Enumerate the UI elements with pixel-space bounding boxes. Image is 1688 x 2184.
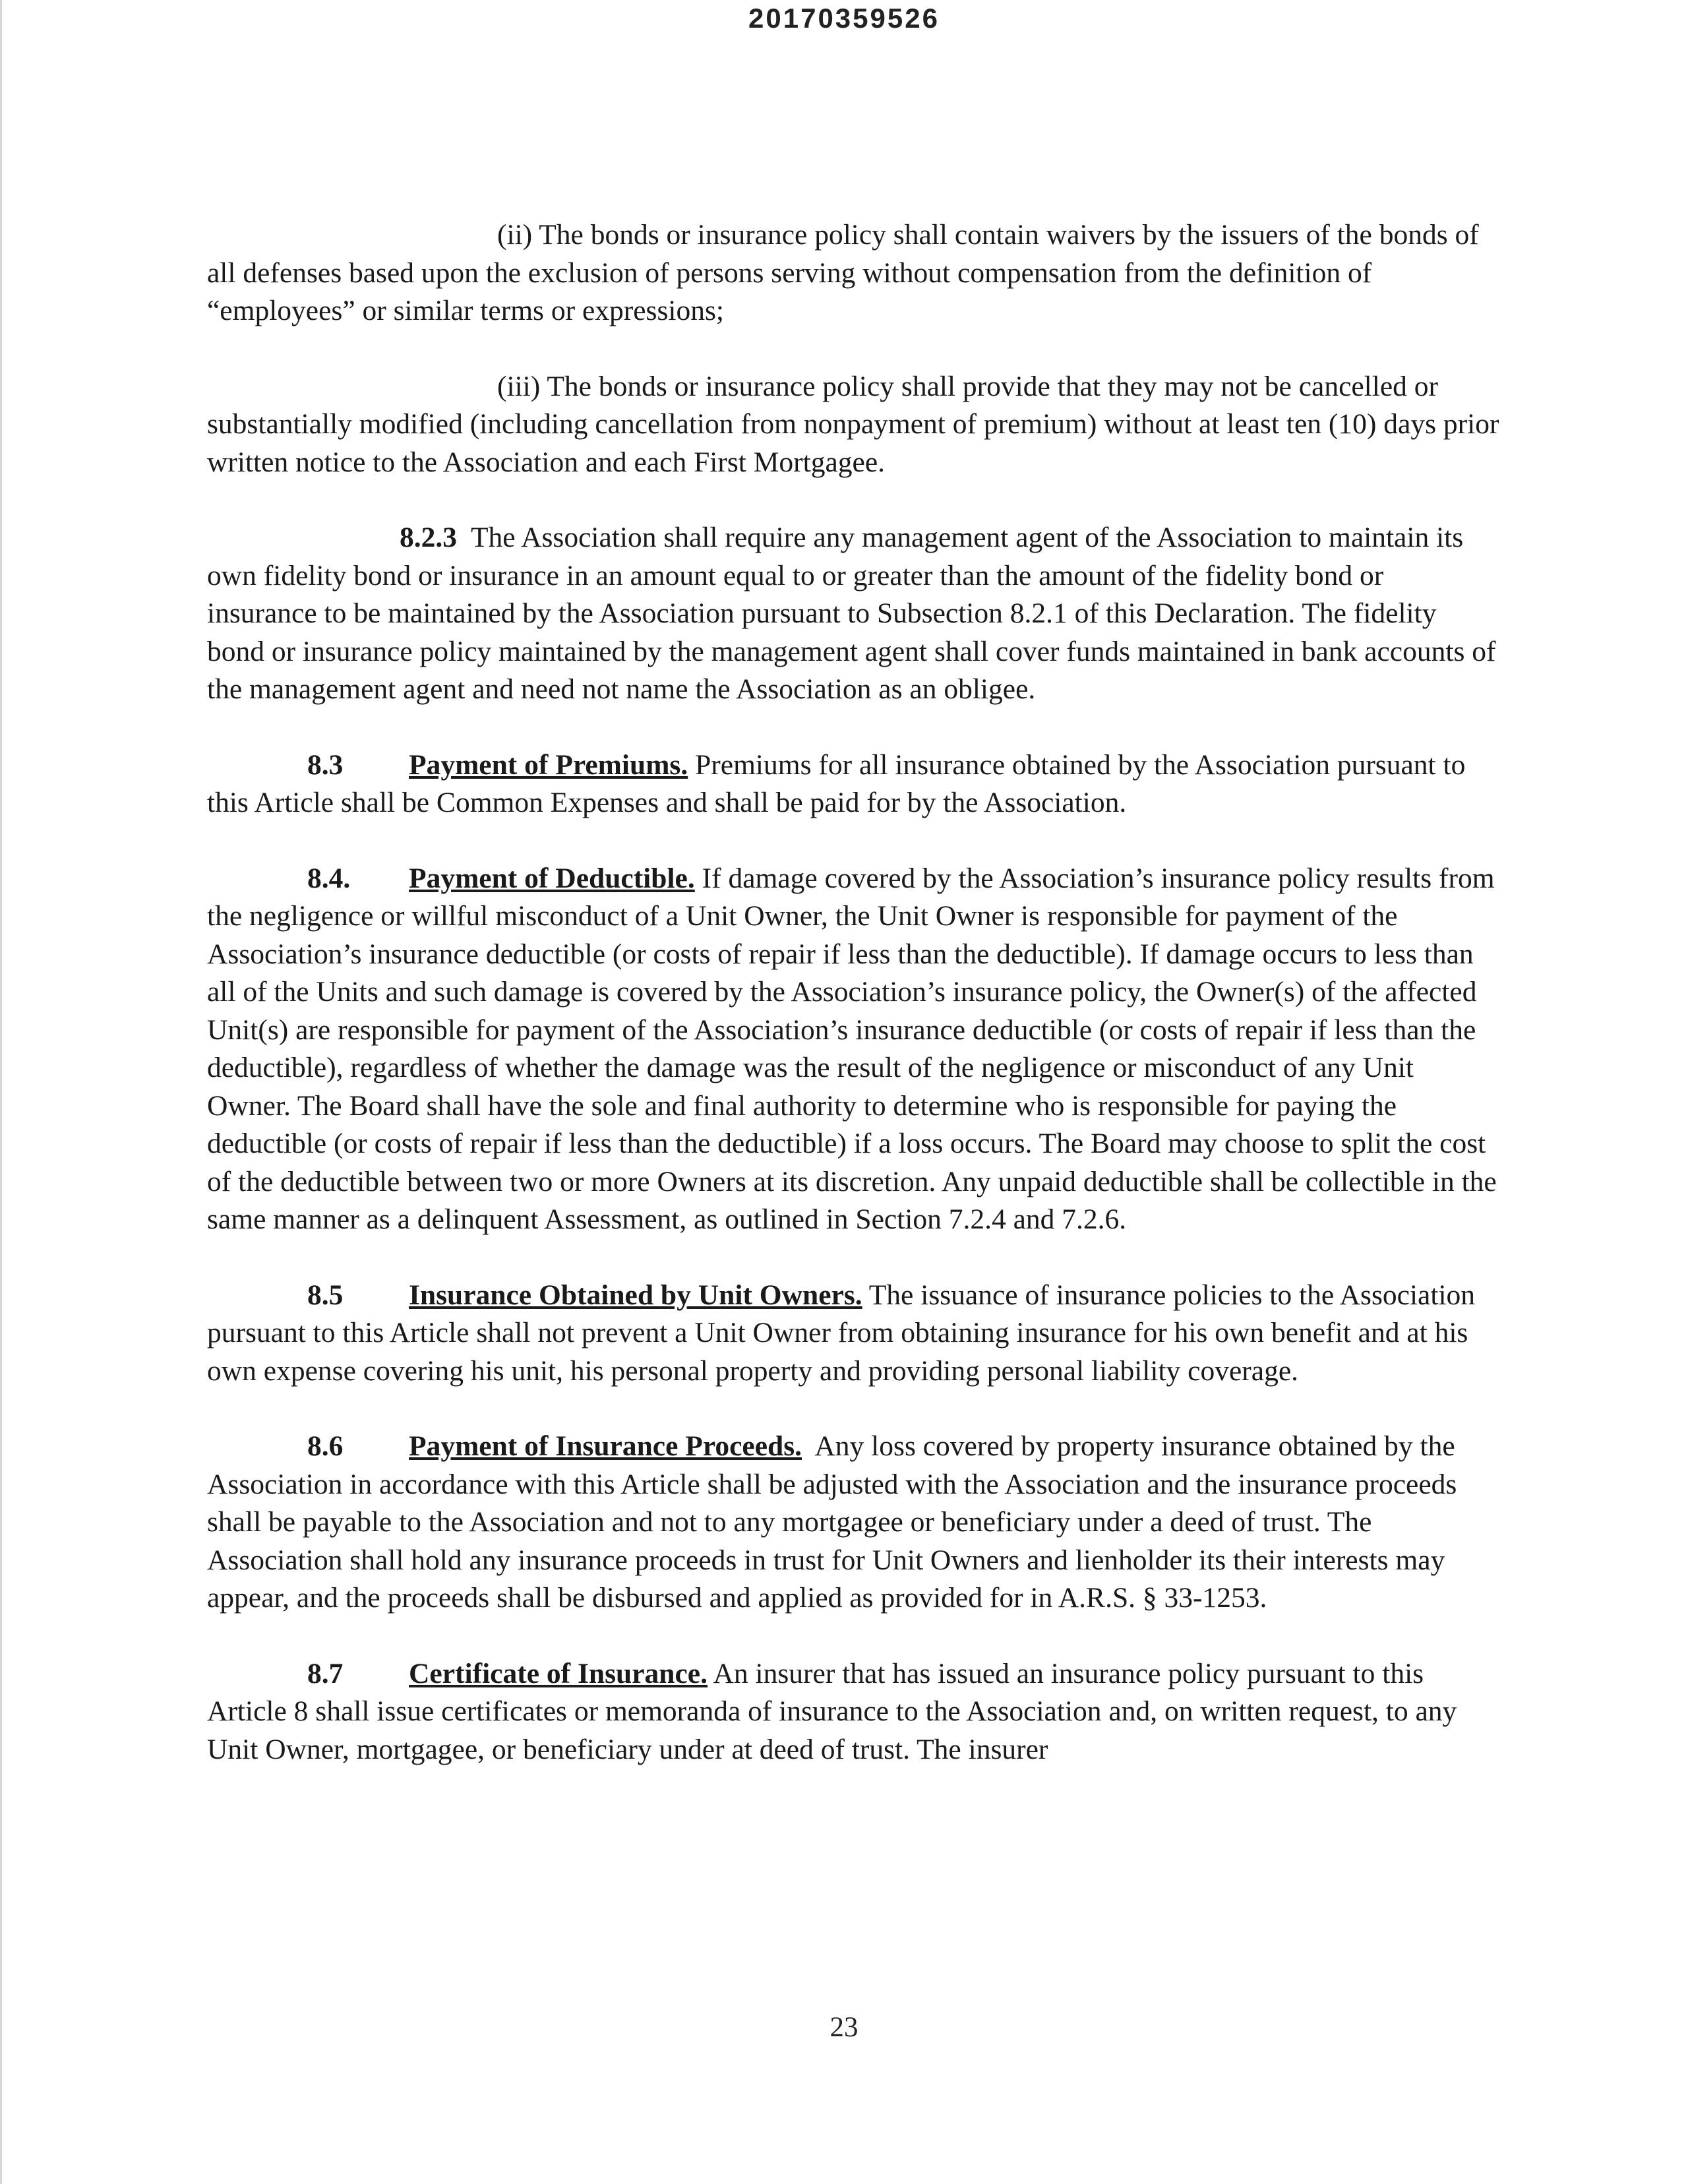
page-number: 23 bbox=[829, 2012, 859, 2043]
section-8-6 bbox=[207, 1428, 1499, 1618]
document-body bbox=[207, 216, 1499, 1806]
section-text: If damage covered by the Association’s insurance policy results from the negligence or willful misconduct of a Unit Owner, the Unit Owner is responsible for payment of the Association’s insurance deductible (or costs of repair if less than the deductible). If damage occurs to less than all of the Units and such damage is covered by the Association’s insurance policy, the Owner(s) of the affected Unit(s) are responsible for payment of the Association’s insurance deductible (or costs of repair if less than the deductible), regardless of whether the damage was the result of the negligence or misconduct of any Unit Owner. The Board shall have the sole and final authority to determine who is responsible for paying the deductible (or costs of repair if less than the deductible) if a loss occurs. The Board may choose to split the cost of the deductible between two or more Owners at its discretion. Any unpaid deductible shall be collectible in the same manner as a delinquent Assessment, as outlined in Section 7.2.4 and 7.2.6. bbox=[207, 862, 1497, 1235]
section-number: 8.6 bbox=[307, 1430, 344, 1462]
section-number: 8.5 bbox=[307, 1279, 344, 1311]
section-8-5 bbox=[207, 1277, 1499, 1391]
document-number: 20170359526 bbox=[748, 3, 940, 34]
section-number: 8.3 bbox=[307, 748, 344, 781]
paragraph-8-2-2-ii bbox=[207, 216, 1499, 330]
section-title: Insurance Obtained by Unit Owners. bbox=[409, 1279, 862, 1311]
section-8-7 bbox=[207, 1655, 1499, 1769]
section-text: The issuance of insurance policies to the Association pursuant to this Article shall not prevent a Unit Owner from obtaining insurance for his own benefit and at his own expense covering his unit, his personal property and providing personal liability coverage. bbox=[207, 1279, 1476, 1387]
section-number: 8.7 bbox=[307, 1657, 344, 1689]
section-title: Payment of Deductible. bbox=[409, 862, 695, 894]
subsection-number: 8.2.3 bbox=[400, 522, 457, 553]
paragraph-8-2-2-iii bbox=[207, 368, 1499, 482]
scan-left-edge bbox=[0, 0, 2, 2184]
paragraph-text: The Association shall require any management agent of the Association to maintain its own fidelity bond or insurance in an amount equal to or greater than the amount of the fidelity bond or insurance to be maintained by the Association pursuant to Subsection 8.2.1 of this Declaration. The fidelity bond or insurance policy maintained by the management agent shall cover funds maintained in bank accounts of the management agent and need not name the Association as an obligee. bbox=[207, 522, 1496, 705]
section-number: 8.4. bbox=[307, 862, 351, 894]
section-text: Premiums for all insurance obtained by the Association pursuant to this Article shall be Common Expenses and shall be paid for by the Association. bbox=[207, 748, 1466, 818]
paragraph-8-2-3 bbox=[207, 519, 1499, 709]
section-8-3 bbox=[207, 746, 1499, 822]
paragraph-text: (ii) The bonds or insurance policy shall contain waivers by the issuers of the bonds of all defenses based upon the exclusion of persons serving without compensation from the definition of “employees” or similar terms or expressions; bbox=[207, 219, 1479, 326]
section-title: Certificate of Insurance. bbox=[409, 1657, 708, 1689]
section-8-4 bbox=[207, 860, 1499, 1239]
section-title: Payment of Insurance Proceeds. bbox=[409, 1430, 802, 1462]
paragraph-text: (iii) The bonds or insurance policy shall provide that they may not be cancelled or substantially modified (including cancellation from nonpayment of premium) without at least ten (10) days prior written notice to the Association and each First Mortgagee. bbox=[207, 370, 1499, 478]
section-text: An insurer that has issued an insurance policy pursuant to this Article 8 shall issue certificates or memoranda of insurance to the Association and, on written request, to any Unit Owner, mortgagee, or beneficiary under at deed of trust. The insurer bbox=[207, 1657, 1457, 1765]
section-title: Payment of Premiums. bbox=[409, 748, 688, 781]
section-text: Any loss covered by property insurance obtained by the Association in accordance with this Article shall be adjusted with the Association and the insurance proceeds shall be payable to the Association and not to any mortgagee or beneficiary under a deed of trust. The Association shall hold any insurance proceeds in trust for Unit Owners and lienholder its their interests may appear, and the proceeds shall be disbursed and applied as provided for in A.R.S. § 33-1253. bbox=[207, 1430, 1457, 1614]
